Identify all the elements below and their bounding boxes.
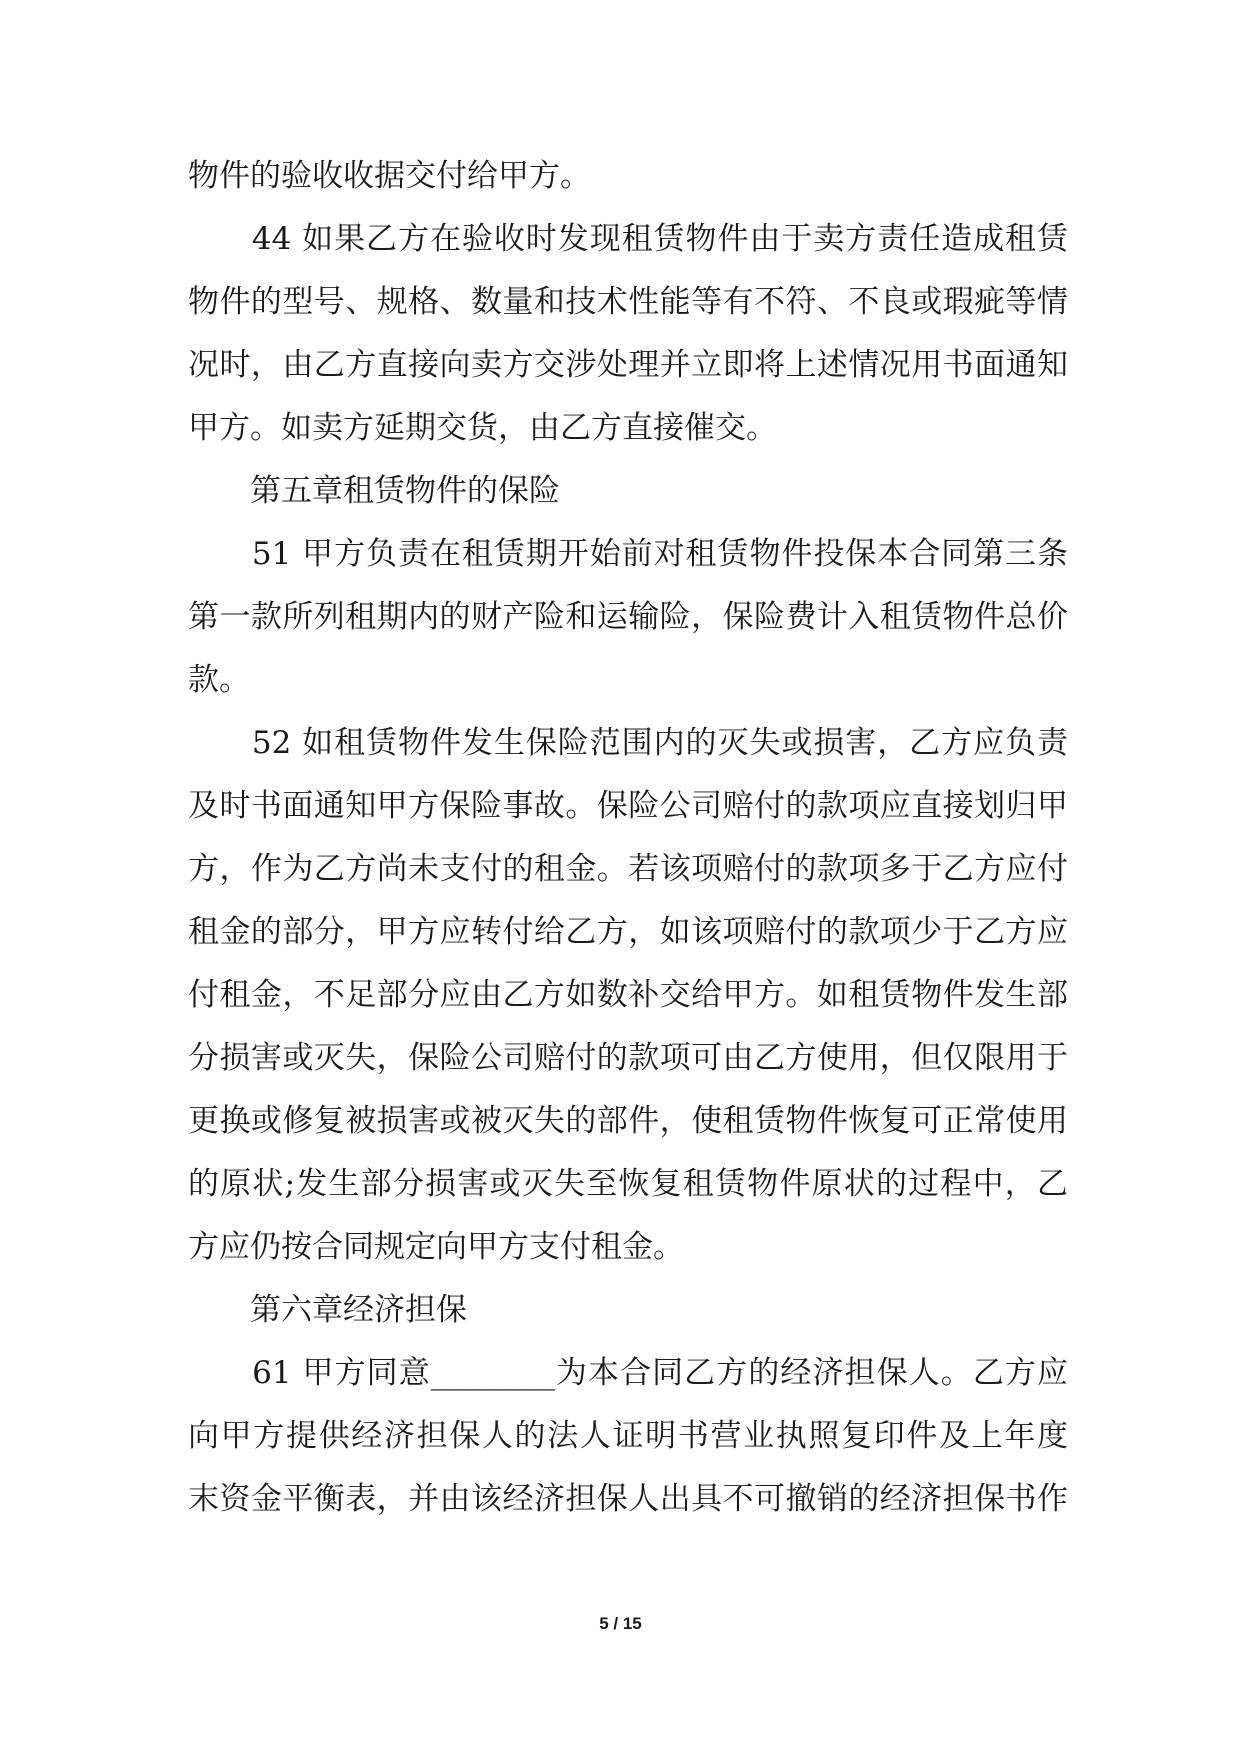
page-number: 5 / 15	[599, 1614, 642, 1633]
text-line: 甲方。如卖方延期交货，由乙方直接催交。	[188, 410, 777, 446]
section-heading: 第六章经济担保	[188, 1292, 467, 1328]
text-line: 物件的验收收据交付给甲方。	[188, 158, 591, 194]
text-line: 第一款所列租期内的财产险和运输险，保险费计入租赁物件总价	[188, 599, 1068, 635]
text-line: 付租金，不足部分应由乙方如数补交给甲方。如租赁物件发生部	[188, 977, 1068, 1013]
text-line: 向甲方提供经济担保人的法人证明书营业执照复印件及上年度	[188, 1418, 1068, 1454]
text-line: 况时，由乙方直接向卖方交涉处理并立即将上述情况用书面通知	[188, 347, 1068, 383]
text-line: 分损害或灭失，保险公司赔付的款项可由乙方使用，但仅限用于	[188, 1040, 1068, 1076]
text-line: 物件的型号、规格、数量和技术性能等有不符、不良或瑕疵等情	[188, 284, 1068, 320]
text-line: 方应仍按合同规定向甲方支付租金。	[188, 1229, 684, 1265]
text-line: 44 如果乙方在验收时发现租赁物件由于卖方责任造成租赁	[188, 221, 1068, 257]
text-line: 的原状;发生部分损害或灭失至恢复租赁物件原状的过程中，乙	[188, 1166, 1068, 1202]
text-line: 61 甲方同意________为本合同乙方的经济担保人。乙方应	[188, 1355, 1068, 1391]
text-line: 末资金平衡表，并由该经济担保人出具不可撤销的经济担保书作	[188, 1481, 1068, 1517]
text-line: 52 如租赁物件发生保险范围内的灭失或损害，乙方应负责	[188, 725, 1068, 761]
text-line: 51 甲方负责在租赁期开始前对租赁物件投保本合同第三条	[188, 536, 1068, 572]
section-heading: 第五章租赁物件的保险	[188, 473, 560, 509]
text-line: 更换或修复被损害或被灭失的部件，使租赁物件恢复可正常使用	[188, 1103, 1068, 1139]
text-line: 款。	[188, 662, 250, 698]
text-line: 租金的部分，甲方应转付给乙方，如该项赔付的款项少于乙方应	[188, 914, 1068, 950]
text-line: 及时书面通知甲方保险事故。保险公司赔付的款项应直接划归甲	[188, 788, 1068, 824]
text-line: 方，作为乙方尚未支付的租金。若该项赔付的款项多于乙方应付	[188, 851, 1068, 887]
